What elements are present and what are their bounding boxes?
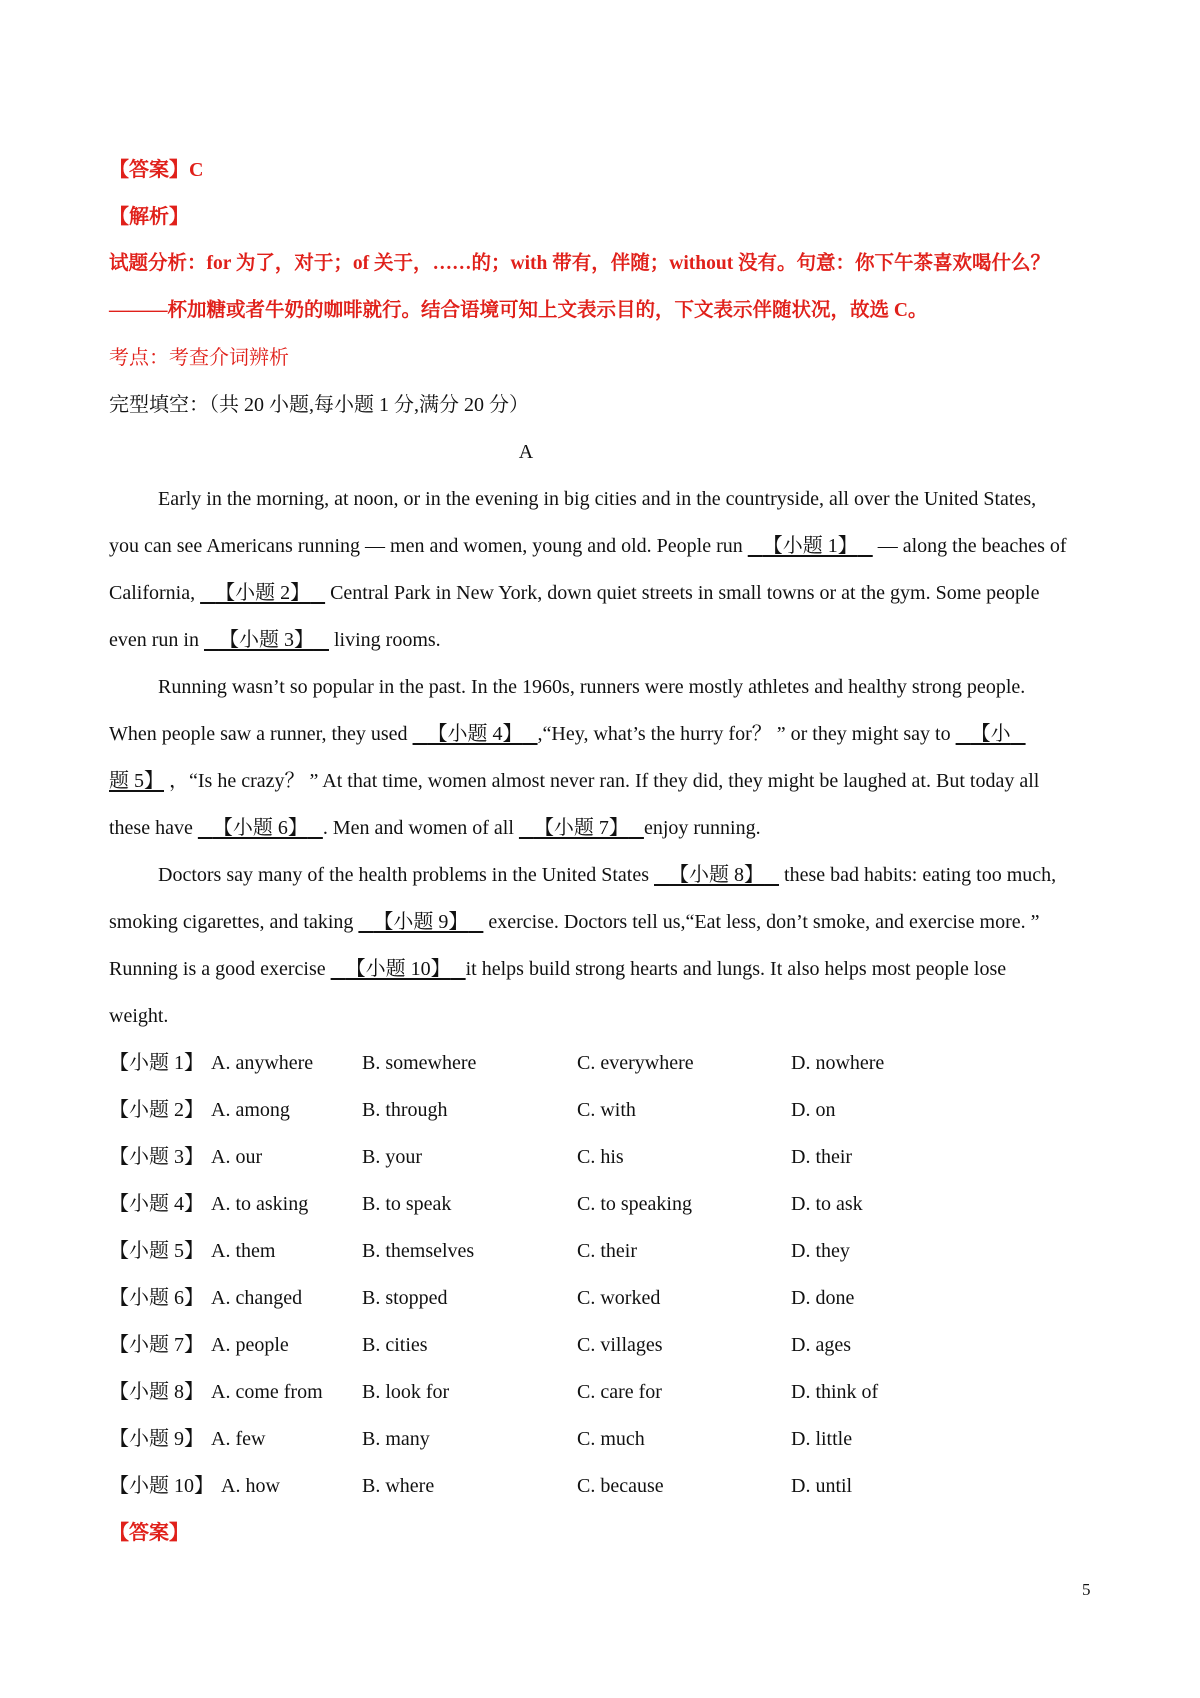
question-number: 【小题 3】 xyxy=(109,1146,204,1168)
question-number: 【小题 2】 xyxy=(109,1099,204,1121)
question-number: 【小题 9】 xyxy=(109,1428,204,1450)
question-number: 【小题 6】 xyxy=(109,1287,204,1309)
passage-line xyxy=(109,910,1040,934)
blank-5-continued: 题 5】 xyxy=(109,770,164,792)
option-c: C. with xyxy=(577,1099,636,1121)
option-c: C. their xyxy=(577,1240,637,1262)
blank-2: 【小题 2】 xyxy=(215,582,311,604)
passage-text: these bad habits: eating too much, xyxy=(784,864,1057,886)
blank-7: 【小题 7】 xyxy=(533,817,629,839)
option-d: D. ages xyxy=(791,1334,851,1356)
passage-text: California, xyxy=(109,582,196,604)
option-b: B. your xyxy=(362,1146,422,1168)
option-d: D. nowhere xyxy=(791,1052,885,1074)
option-b: B. stopped xyxy=(362,1287,448,1309)
analysis-label: 【解析】 xyxy=(109,206,189,228)
option-a: A. our xyxy=(211,1146,263,1168)
option-b: B. cities xyxy=(362,1334,428,1356)
option-row xyxy=(109,1051,1109,1075)
blank-6: 【小题 6】 xyxy=(212,817,308,839)
option-b: B. to speak xyxy=(362,1193,452,1215)
blank-5: 【小 xyxy=(970,723,1011,745)
option-row xyxy=(109,1239,1109,1263)
blank-9: 【小题 9】 xyxy=(373,911,469,933)
passage-line xyxy=(109,581,1039,605)
question-number: 【小题 7】 xyxy=(109,1334,204,1356)
answer-line xyxy=(109,158,203,182)
blank-4: 【小题 4】 xyxy=(427,723,523,745)
option-row xyxy=(109,1333,1109,1357)
passage-text: you can see Americans running — men and women, young and old. People run xyxy=(109,535,743,557)
question-number: 【小题 8】 xyxy=(109,1381,204,1403)
passage-line xyxy=(109,628,441,652)
question-number: 【小题 5】 xyxy=(109,1240,204,1262)
option-row xyxy=(109,1380,1109,1404)
option-b: B. themselves xyxy=(362,1240,475,1262)
passage-text: these have xyxy=(109,817,193,839)
option-b: B. where xyxy=(362,1475,435,1497)
option-b: B. many xyxy=(362,1428,430,1450)
passage-text: exercise. Doctors tell us,“Eat less, don’t smoke, and exercise more. ” xyxy=(488,911,1040,933)
option-c: C. everywhere xyxy=(577,1052,694,1074)
option-a: A. come from xyxy=(211,1381,323,1403)
blank-1: 【小题 1】 xyxy=(762,535,858,557)
passage-text: living rooms. xyxy=(333,629,441,651)
option-c: C. worked xyxy=(577,1287,661,1309)
option-a: A. to asking xyxy=(211,1193,309,1215)
passage-text: smoking cigarettes, and taking xyxy=(109,911,354,933)
option-c: C. because xyxy=(577,1475,664,1497)
blank-10: 【小题 10】 xyxy=(345,958,451,980)
passage-line: Early in the morning, at noon, or in the evening in big cities and in the countryside, all over the United States, xyxy=(158,488,1037,510)
option-d: D. to ask xyxy=(791,1193,863,1215)
option-a: A. few xyxy=(211,1428,266,1450)
blank-8: 【小题 8】 xyxy=(669,864,765,886)
passage-text: ,“Hey, what’s the hurry for？ ” or they might say to xyxy=(537,723,951,745)
option-row xyxy=(109,1427,1109,1451)
analysis-text-line-1: 试题分析：for 为了，对于；of 关于，……的；with 带有，伴随；without 没有。句意：你下午茶喜欢喝什么？ xyxy=(109,253,1051,274)
option-c: C. villages xyxy=(577,1334,663,1356)
passage-text: it helps build strong hearts and lungs. It also helps most people lose xyxy=(465,958,1007,980)
option-b: B. through xyxy=(362,1099,448,1121)
question-number: 【小题 1】 xyxy=(109,1052,204,1074)
option-d: D. think of xyxy=(791,1381,879,1403)
option-a: A. them xyxy=(211,1240,276,1262)
option-d: D. their xyxy=(791,1146,853,1168)
option-d: D. little xyxy=(791,1428,853,1450)
blank-3: 【小题 3】 xyxy=(218,629,314,651)
option-row xyxy=(109,1098,1109,1122)
passage-line xyxy=(109,816,761,840)
answer-label: 【答案】 xyxy=(109,159,189,181)
option-a: A. changed xyxy=(211,1287,303,1309)
option-a: A. people xyxy=(211,1334,289,1356)
passage-line: Running wasn’t so popular in the past. In the 1960s, runners were mostly athletes and healthy strong people. xyxy=(158,676,1026,698)
question-number: 【小题 4】 xyxy=(109,1193,204,1215)
option-c: C. care for xyxy=(577,1381,662,1403)
section-title: 完型填空：（共 20 小题,每小题 1 分,满分 20 分） xyxy=(109,394,529,416)
passage-text: ，“Is he crazy？ ” At that time, women almost never ran. If they did, they might be laughed at. But today all xyxy=(169,770,1040,792)
option-d: D. until xyxy=(791,1475,853,1497)
passage-line xyxy=(109,534,1067,558)
option-row xyxy=(109,1192,1109,1216)
option-c: C. his xyxy=(577,1146,624,1168)
passage-line xyxy=(158,863,1056,887)
option-c: C. much xyxy=(577,1428,645,1450)
analysis-point: 考点：考查介词辨析 xyxy=(109,347,289,369)
answer-value: C xyxy=(189,159,204,181)
passage-text: When people saw a runner, they used xyxy=(109,723,408,745)
page-number: 5 xyxy=(1082,1580,1091,1599)
option-row xyxy=(109,1145,1109,1169)
option-a: A. among xyxy=(211,1099,290,1121)
option-row xyxy=(109,1286,1109,1310)
passage-line xyxy=(109,722,1026,746)
option-d: D. they xyxy=(791,1240,850,1262)
passage-text: . Men and women of all xyxy=(322,817,514,839)
passage-line: weight. xyxy=(109,1005,169,1027)
option-row xyxy=(109,1474,1109,1498)
passage-text: — along the beaches of xyxy=(877,535,1067,557)
analysis-text-line-2: ———杯加糖或者牛奶的咖啡就行。结合语境可知上文表示目的，下文表示伴随状况，故选 C。 xyxy=(109,300,928,321)
passage-text: Central Park in New York, down quiet streets in small towns or at the gym. Some people xyxy=(330,582,1040,604)
option-d: D. on xyxy=(791,1099,836,1121)
passage-text: even run in xyxy=(109,629,199,651)
option-a: A. anywhere xyxy=(211,1052,314,1074)
passage-line xyxy=(109,957,1006,981)
passage-text: Running is a good exercise xyxy=(109,958,326,980)
option-b: B. look for xyxy=(362,1381,450,1403)
option-a: A. how xyxy=(221,1475,280,1497)
option-b: B. somewhere xyxy=(362,1052,477,1074)
passage-text: enjoy running. xyxy=(643,817,761,839)
passage-line xyxy=(109,769,1039,793)
answer-label-2: 【答案】 xyxy=(109,1522,189,1544)
passage-text: Doctors say many of the health problems in the United States xyxy=(158,864,650,886)
option-d: D. done xyxy=(791,1287,855,1309)
question-number: 【小题 10】 xyxy=(109,1475,214,1497)
passage-label: A xyxy=(518,441,534,463)
option-c: C. to speaking xyxy=(577,1193,692,1215)
